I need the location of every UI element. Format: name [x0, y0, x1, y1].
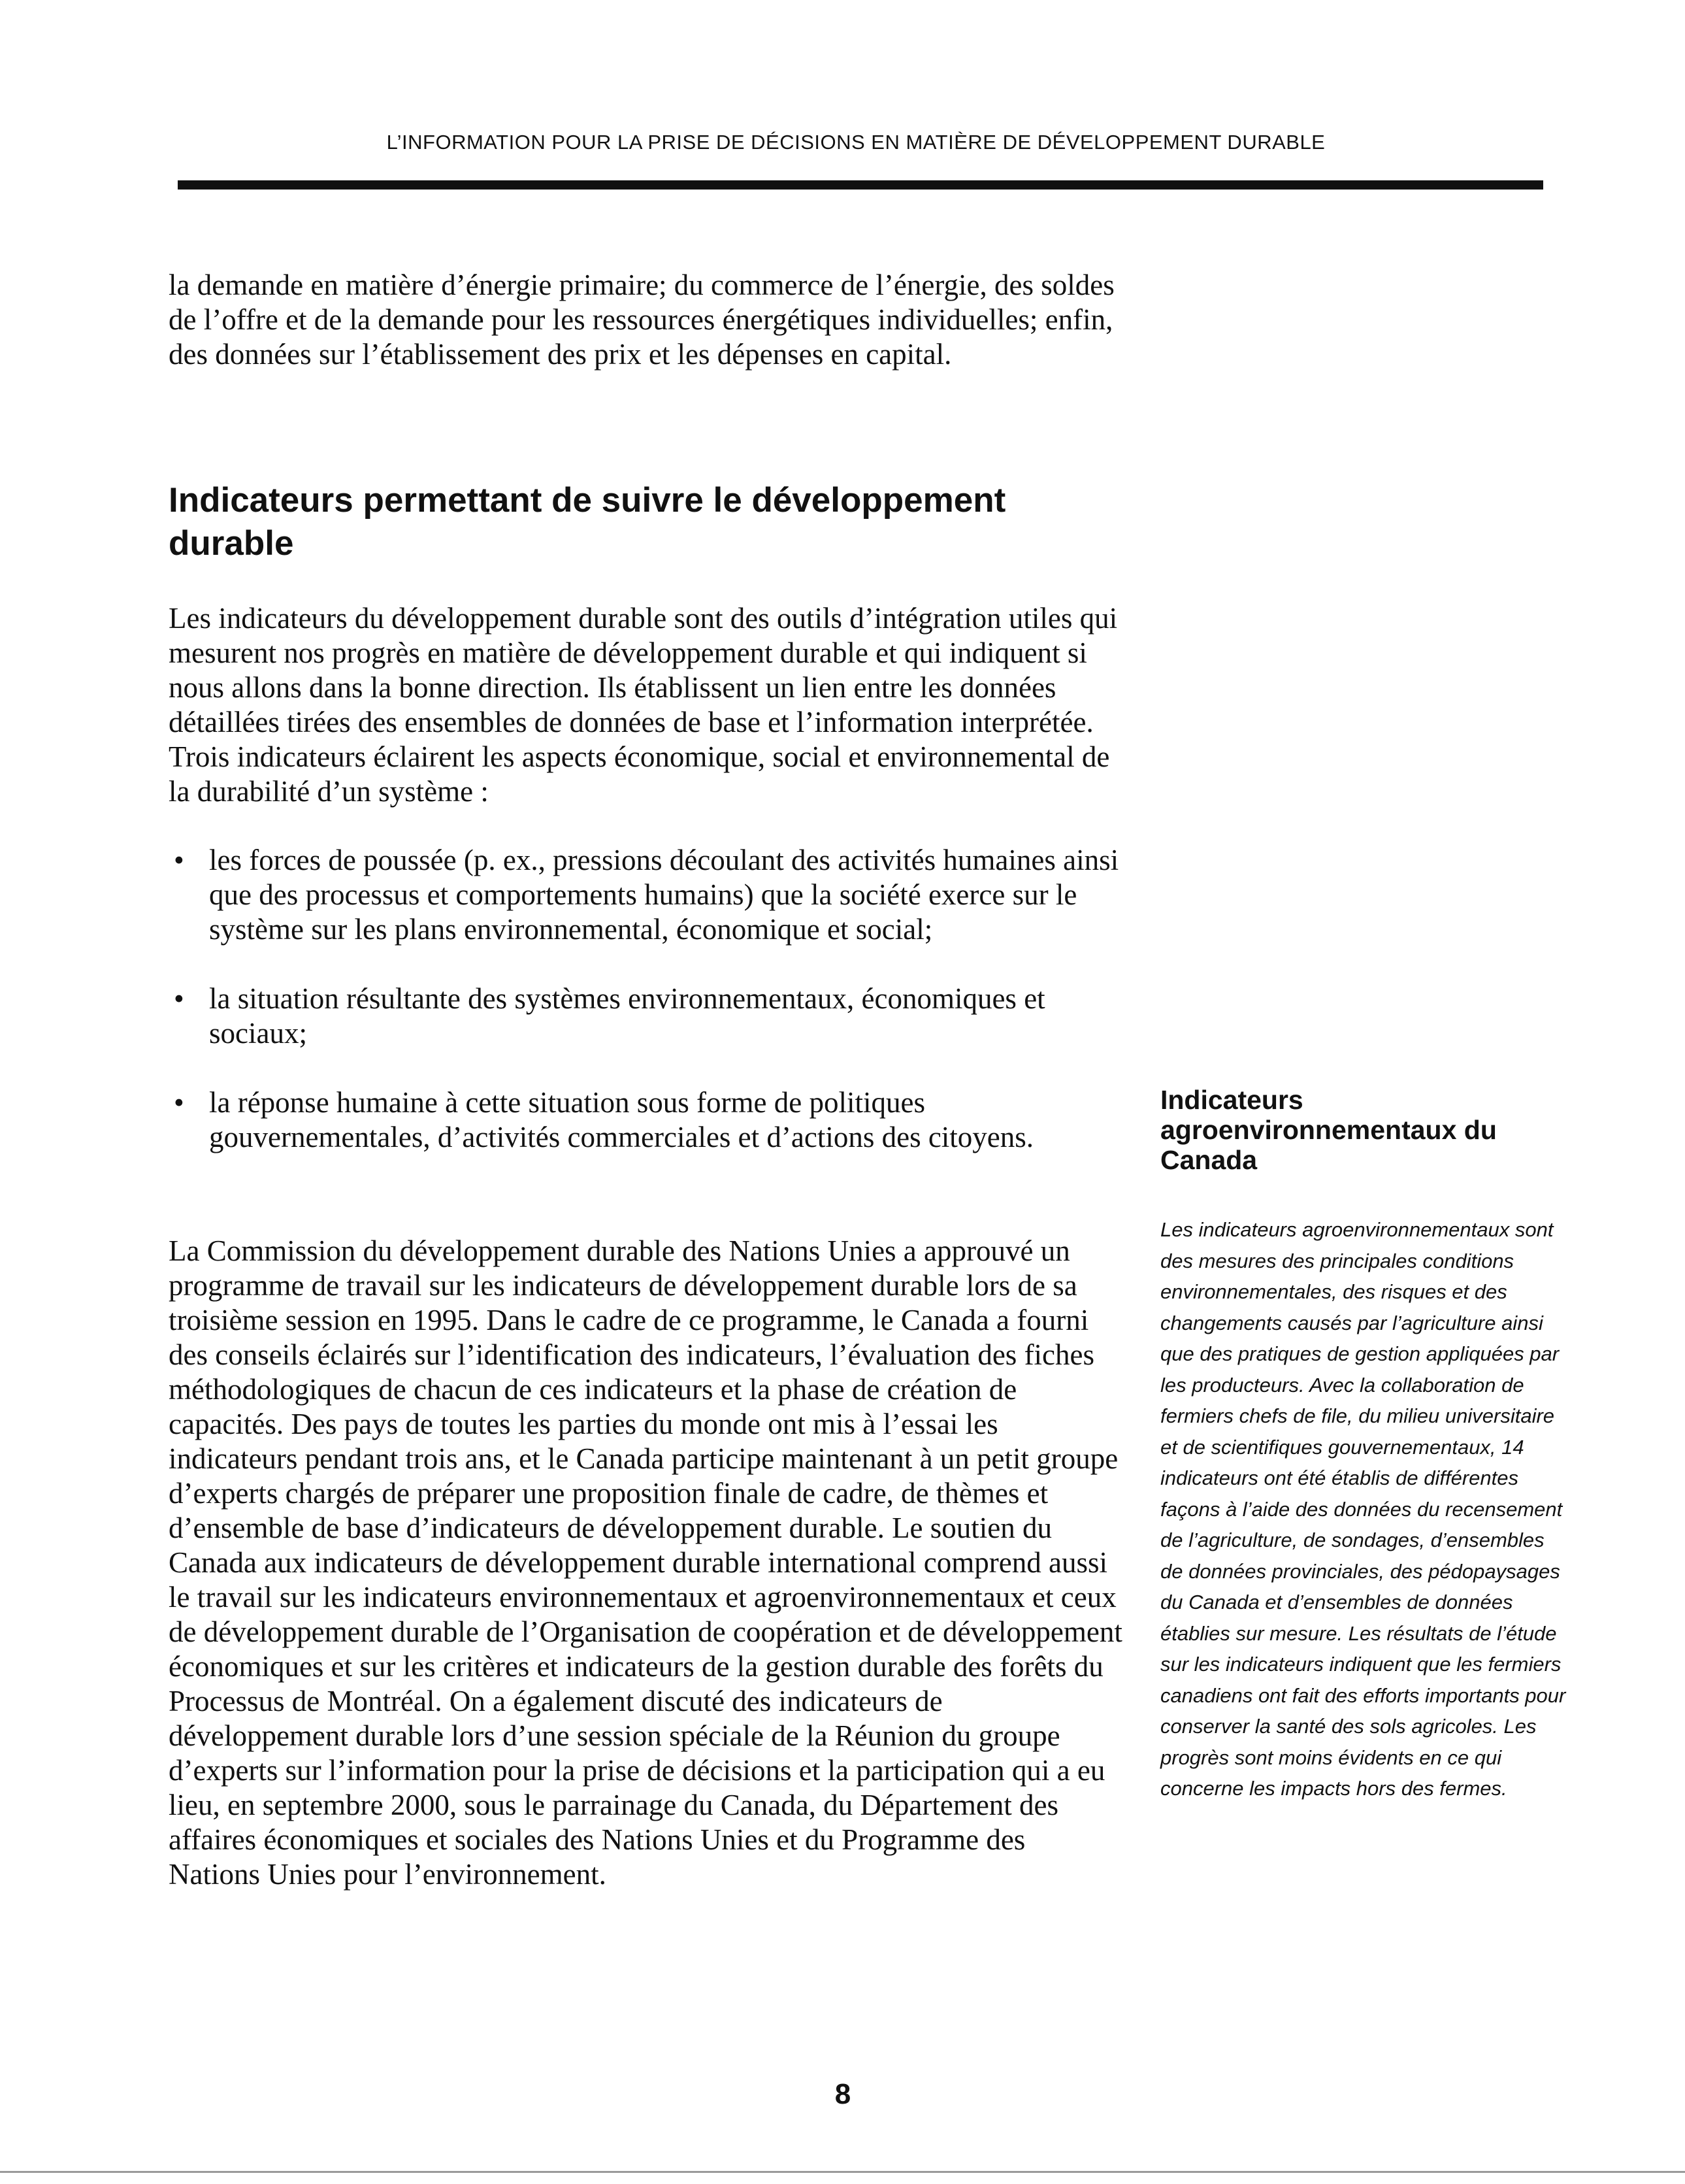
section-heading: Indicateurs permettant de suivre le développement durable	[169, 481, 1006, 563]
bullet-icon: •	[174, 844, 184, 876]
indicator-list	[169, 843, 1149, 1189]
bullet-icon: •	[174, 1086, 184, 1119]
bullet-icon: •	[174, 982, 184, 1015]
intro-paragraph: la demande en matière d’énergie primaire; du commerce de l’énergie, des soldes de l’offre et de la demande pour les ressources énergétiques individuelles; enfin, des données sur l’établissement des prix et les dépenses en capital.	[169, 269, 1115, 371]
running-header: L’INFORMATION POUR LA PRISE DE DÉCISIONS EN MATIÈRE DE DÉVELOPPEMENT DURABLE	[386, 131, 1326, 154]
sidebar-text: Les indicateurs agroenvironnementaux sont des mesures des principales conditions environnementales, des risques et des changements causés par l’agriculture ainsi que des pratiques de gestion appliquées par les producteurs. Avec la collaboration de fermiers chefs de file, du milieu universitaire et de scientifiques gouvernementaux, 14 indicateurs ont été établis de différentes façons à l’aide des données du recensement de l’agriculture, de sondages, d’ensembles de données provinciales, des pédopaysages du Canada et d’ensembles de données établies sur mesure. Les résultats de l’étude sur les indicateurs indiquent que les fermiers canadiens ont fait des efforts importants pour conserver la santé des sols agricoles. Les progrès sont moins évidents en ce qui concerne les impacts hors des fermes.	[1160, 1218, 1566, 1800]
section-paragraph: Les indicateurs du développement durable sont des outils d’intégration utiles qui mesurent nos progrès en matière de développement durable et qui indiquent si nous allons dans la bonne direction. Ils établissent un lien entre les données détaillées tirées des ensembles de données de base et l’information interprétée. Trois indicateurs éclairent les aspects économique, social et environnemental de la durabilité d’un système :	[169, 602, 1118, 808]
list-item-text: la réponse humaine à cette situation sous forme de politiques gouvernementales, d’activités commerciales et d’actions des citoyens.	[209, 1086, 1034, 1153]
list-item	[169, 843, 1149, 947]
list-item	[169, 1085, 1149, 1155]
footer-rule	[0, 2171, 1685, 2173]
page-number: 8	[834, 2078, 851, 2110]
sidebar-heading: Indicateurs agroenvironnementaux du Canada	[1160, 1085, 1497, 1175]
list-item-text: les forces de poussée (p. ex., pressions découlant des activités humaines ainsi que des processus et comportements humains) que la société exerce sur le système sur les plans environnemental, économique et social;	[209, 844, 1119, 946]
commission-paragraph: La Commission du développement durable des Nations Unies a approuvé un programme de travail sur les indicateurs de développement durable lors de sa troisième session en 1995. Dans le cadre de ce programme, le Canada a fourni des conseils éclairés sur l’identification des indicateurs, l’évaluation des fiches méthodologiques de chacun de ces indicateurs et la phase de création de capacités. Des pays de toutes les parties du monde ont mis à l’essai les indicateurs pendant trois ans, et le Canada participe maintenant à un petit groupe d’experts chargés de préparer une proposition finale de cadre, de thèmes et d’ensemble de base d’indicateurs de développement durable. Le soutien du Canada aux indicateurs de développement durable international comprend aussi le travail sur les indicateurs environnementaux et agroenvironnementaux et ceux de développement durable de l’Organisation de coopération et de développement économiques et sur les critères et indicateurs de la gestion durable des forêts du Processus de Montréal. On a également discuté des indicateurs de développement durable lors d’une session spéciale de la Réunion du groupe d’experts sur l’information pour la prise de décisions et la participation qui a eu lieu, en septembre 2000, sous le parrainage du Canada, du Département des affaires économiques et sociales des Nations Unies et du Programme des Nations Unies pour l’environnement.	[169, 1234, 1122, 1891]
list-item	[169, 982, 1149, 1051]
header-rule	[178, 180, 1543, 190]
list-item-text: la situation résultante des systèmes environnementaux, économiques et sociaux;	[209, 982, 1045, 1050]
